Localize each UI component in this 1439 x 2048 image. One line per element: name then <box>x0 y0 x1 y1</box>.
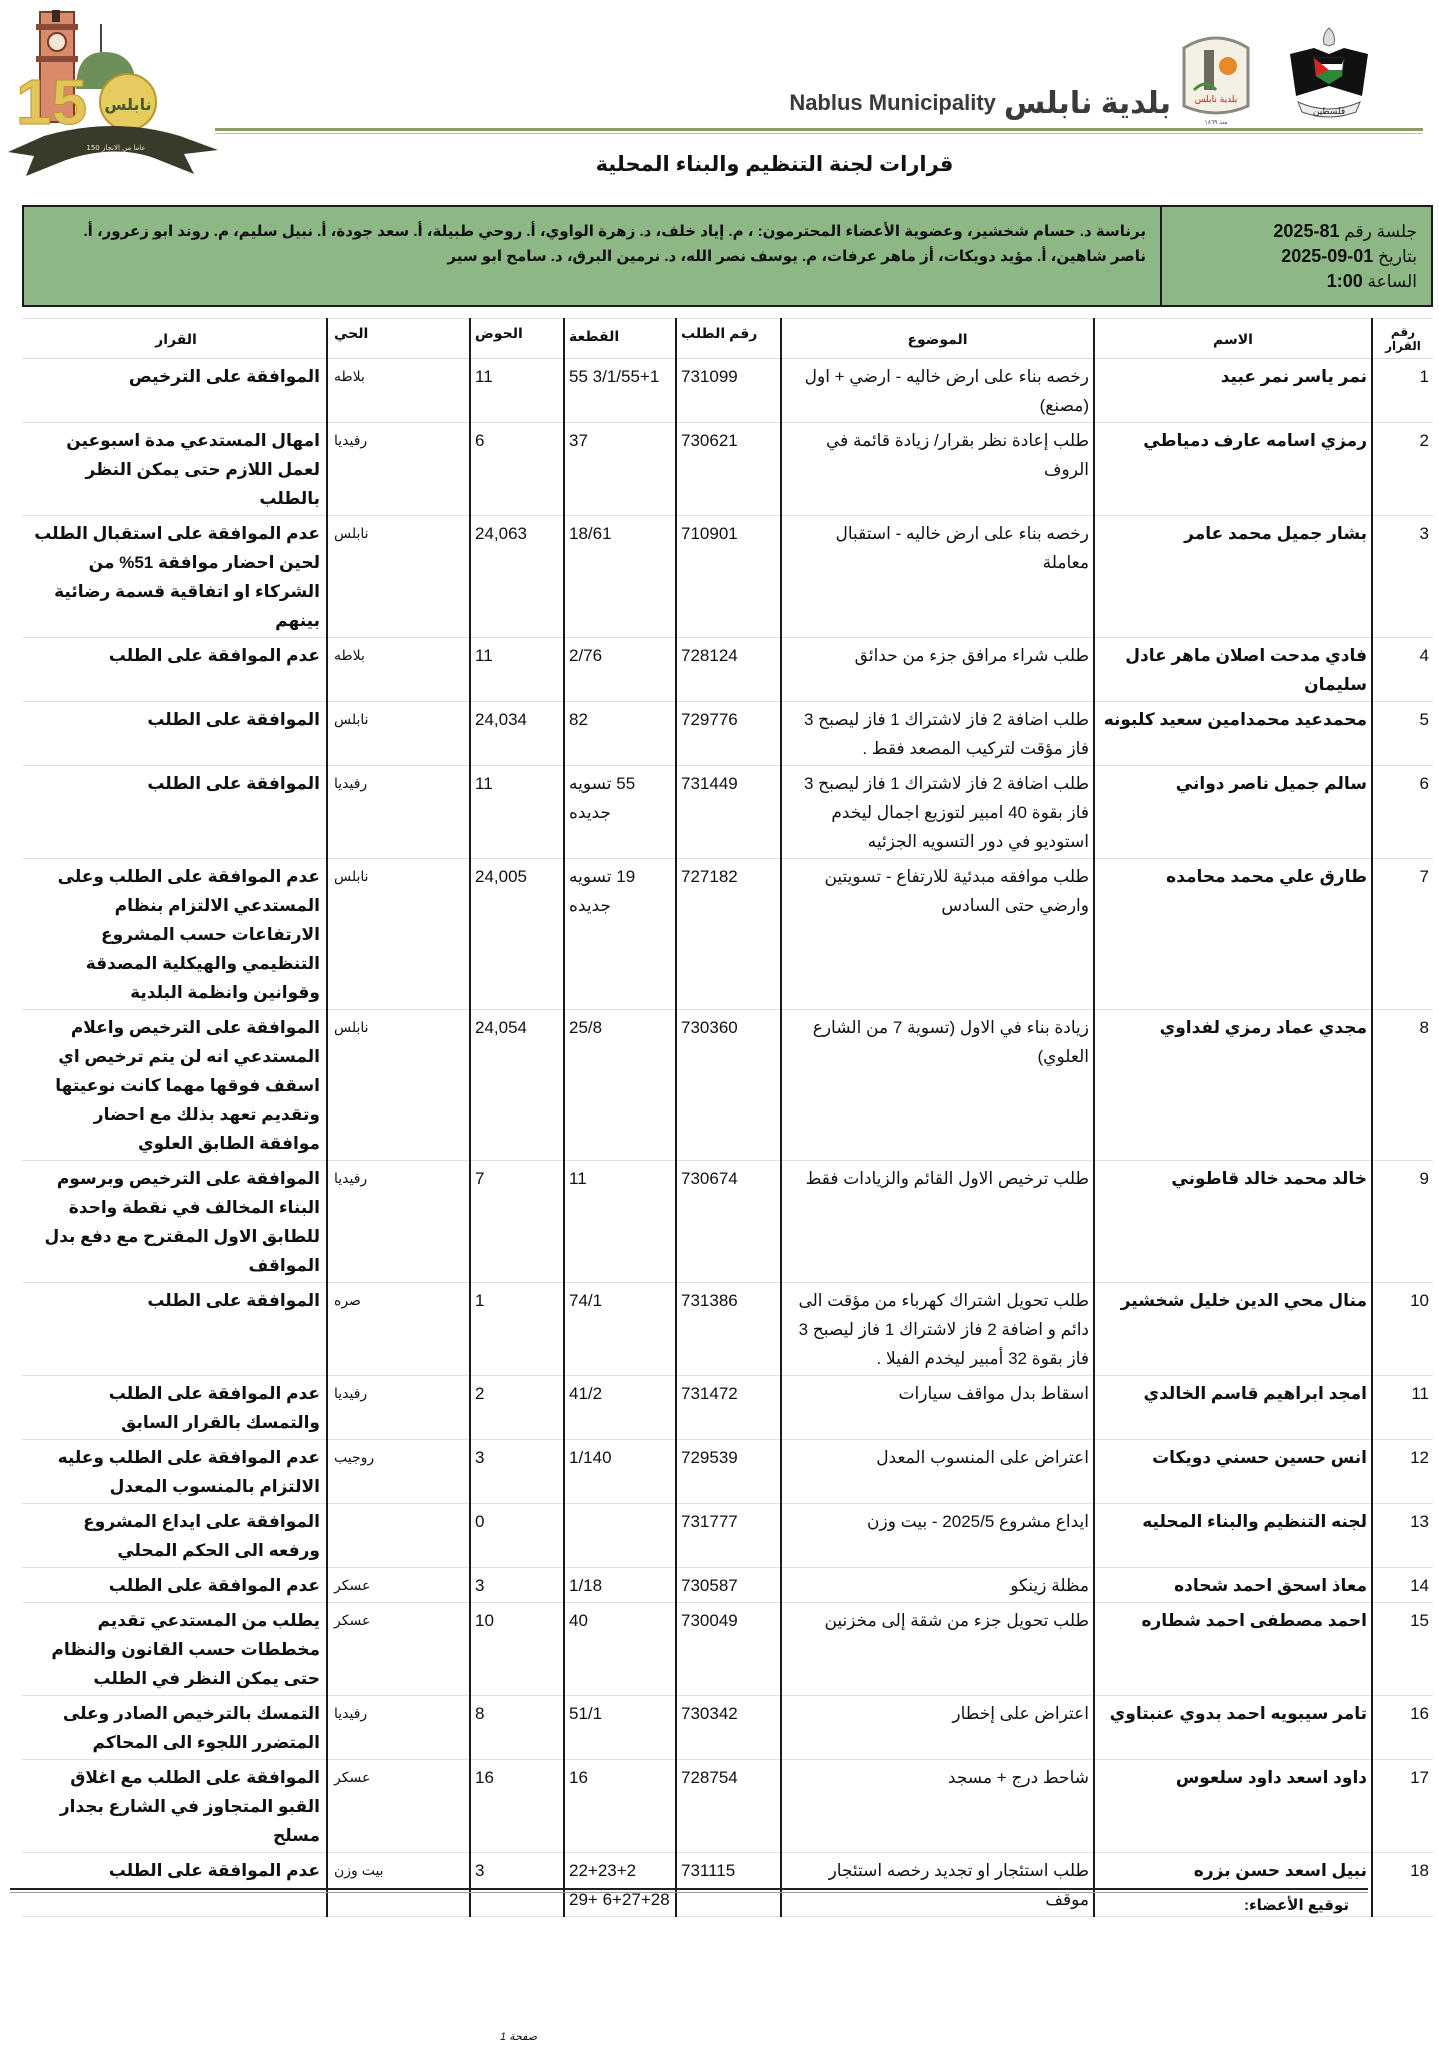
request-number: 731777 <box>676 1504 781 1568</box>
request-number: 729539 <box>676 1440 781 1504</box>
plot-number: 22+23+2 6+27+28 +29 <box>564 1853 676 1917</box>
table-row <box>22 359 1433 423</box>
applicant-name: تامر سيبويه احمد بدوي عنبتاوي <box>1094 1696 1372 1760</box>
request-subject: طلب ترخيص الاول القائم والزيادات فقط <box>781 1161 1094 1283</box>
request-subject: طلب تحويل اشتراك كهرباء من مؤقت الى دائم و اضافة 2 فاز لاشتراك 1 فاز ليصبح 3 فاز بقوة 32 أمبير ليخدم الفيلا . <box>781 1283 1094 1376</box>
municipality-brand <box>789 86 1171 120</box>
decision-number: 17 <box>1372 1760 1433 1853</box>
session-date: 2025-09-01 <box>1281 246 1374 266</box>
basin-number: 16 <box>470 1760 564 1853</box>
plot-number <box>564 1504 676 1568</box>
decision-text: عدم الموافقة على الطلب <box>22 1853 327 1917</box>
district-name <box>327 1504 470 1568</box>
request-number: 728124 <box>676 638 781 702</box>
decision-number: 10 <box>1372 1283 1433 1376</box>
plot-number: 19 تسويه جديده <box>564 859 676 1010</box>
header-divider <box>215 128 1423 131</box>
district-name: بيت وزن <box>327 1853 470 1917</box>
table-header-row <box>22 319 1433 359</box>
basin-number: 1 <box>470 1283 564 1376</box>
basin-number: 10 <box>470 1603 564 1696</box>
plot-number: 41/2 <box>564 1376 676 1440</box>
decision-number: 2 <box>1372 423 1433 516</box>
svg-text:منذ ١٨٦٩: منذ ١٨٦٩ <box>1204 119 1228 126</box>
table-row <box>22 1853 1433 1917</box>
request-number: 731449 <box>676 766 781 859</box>
header-subject: الموضوع <box>781 319 1094 359</box>
table-row <box>22 1440 1433 1504</box>
basin-number: 3 <box>470 1440 564 1504</box>
page-title: قرارات لجنة التنظيم والبناء المحلية <box>595 153 954 176</box>
decision-number: 11 <box>1372 1376 1433 1440</box>
district-name: رفيديا <box>327 1696 470 1760</box>
basin-number: 7 <box>470 1161 564 1283</box>
plot-number: 51/1 <box>564 1696 676 1760</box>
decision-number: 9 <box>1372 1161 1433 1283</box>
applicant-name: نبيل اسعد حسن بزره <box>1094 1853 1372 1917</box>
request-subject: اعتراض على إخطار <box>781 1696 1094 1760</box>
decision-text: عدم الموافقة على الطلب <box>22 1568 327 1603</box>
request-number: 730360 <box>676 1010 781 1161</box>
request-subject: شاحط درج + مسجد <box>781 1760 1094 1853</box>
decision-text: الموافقة على الترخيص واعلام المستدعي انه لن يتم ترخيص اي اسقف فوقها مهما كانت نوعيتها وتقديم تعهد بذلك مع احضار موافقة الطابق العلوي <box>22 1010 327 1161</box>
logo-city-text: نابلس <box>104 95 152 114</box>
decision-number: 8 <box>1372 1010 1433 1161</box>
request-subject: رخصه بناء على ارض خاليه - ارضي + اول (مصنع) <box>781 359 1094 423</box>
session-info-box <box>22 205 1433 307</box>
decision-text: عدم الموافقة على الطلب وعليه الالتزام بالمنسوب المعدل <box>22 1440 327 1504</box>
request-number: 731115 <box>676 1853 781 1917</box>
applicant-name: فادي مدحت اصلان ماهر عادل سليمان <box>1094 638 1372 702</box>
request-subject: طلب اضافة 2 فاز لاشتراك 1 فاز ليصبح 3 فاز مؤقت لتركيب المصعد فقط . <box>781 702 1094 766</box>
applicant-name: منال محي الدين خليل شخشير <box>1094 1283 1372 1376</box>
table-row <box>22 859 1433 1010</box>
decision-text: يطلب من المستدعي تقديم مخططات حسب القانون والنظام حتى يمكن النظر في الطلب <box>22 1603 327 1696</box>
applicant-name: انس حسين حسني دويكات <box>1094 1440 1372 1504</box>
request-subject: اسقاط بدل مواقف سيارات <box>781 1376 1094 1440</box>
request-number: 731472 <box>676 1376 781 1440</box>
table-row <box>22 766 1433 859</box>
decision-number: 18 <box>1372 1853 1433 1917</box>
decision-text: الموافقة على الطلب <box>22 766 327 859</box>
district-name: رفيديا <box>327 1161 470 1283</box>
decision-text: الموافقة على الطلب <box>22 1283 327 1376</box>
palestine-eagle-emblem-icon <box>1284 24 1374 124</box>
district-name: رفيديا <box>327 1376 470 1440</box>
district-name: نابلس <box>327 702 470 766</box>
plot-number: 3/1/55+1 55 <box>564 359 676 423</box>
decision-number: 5 <box>1372 702 1433 766</box>
table-row <box>22 702 1433 766</box>
table-row <box>22 1161 1433 1283</box>
request-subject: طلب شراء مرافق جزء من حدائق <box>781 638 1094 702</box>
members-signature-label: توقيع الأعضاء: <box>1243 1897 1349 1914</box>
district-name: رفيديا <box>327 766 470 859</box>
table-row <box>22 1376 1433 1440</box>
request-number: 727182 <box>676 859 781 1010</box>
basin-number: 3 <box>470 1568 564 1603</box>
decision-text: امهال المستدعي مدة اسبوعين لعمل اللازم حتى يمكن النظر بالطلب <box>22 423 327 516</box>
municipality-seal-icon <box>1176 28 1256 126</box>
decision-text: عدم الموافقة على الطلب <box>22 638 327 702</box>
basin-number: 24,054 <box>470 1010 564 1161</box>
decision-number: 15 <box>1372 1603 1433 1696</box>
members-line-1: برناسة د. حسام شخشير، وعضوية الأعضاء المحترمون: ، م. إياد خلف، د. زهرة الواوي، أ. روحي طبيلة، أ. سعد جودة، أ. نبيل سليم، م. روند ابو زعرور، أ. <box>83 223 1146 240</box>
request-subject: مظلة زينكو <box>781 1568 1094 1603</box>
applicant-name: خالد محمد خالد قاطوني <box>1094 1161 1372 1283</box>
table-row <box>22 1760 1433 1853</box>
decision-text: الموافقة على الترخيص وبرسوم البناء المخالف في نقطة واحدة للطابق الاول المقترح مع دفع بدل المواقف <box>22 1161 327 1283</box>
district-name: نابلس <box>327 1010 470 1161</box>
decision-number: 7 <box>1372 859 1433 1010</box>
decision-number: 4 <box>1372 638 1433 702</box>
decision-number: 14 <box>1372 1568 1433 1603</box>
session-members <box>24 207 1160 305</box>
header-decision-no: رقم القرار <box>1372 319 1433 359</box>
request-subject: زيادة بناء في الاول (تسوية 7 من الشارع العلوي) <box>781 1010 1094 1161</box>
basin-number: 11 <box>470 359 564 423</box>
applicant-name: احمد مصطفى احمد شطاره <box>1094 1603 1372 1696</box>
plot-number: 55 تسويه جديده <box>564 766 676 859</box>
applicant-name: محمدعيد محمدامين سعيد كلبونه <box>1094 702 1372 766</box>
decision-text: الموافقة على الطلب مع اغلاق القبو المتجاوز في الشارع بجدار مسلح <box>22 1760 327 1853</box>
plot-number: 37 <box>564 423 676 516</box>
request-subject: طلب موافقه مبدئية للارتفاع - تسويتين وارضي حتى السادس <box>781 859 1094 1010</box>
request-subject: طلب استئجار او تجديد رخصه استئجار موقف <box>781 1853 1094 1917</box>
district-name: عسكر <box>327 1760 470 1853</box>
decision-text: الموافقة على الطلب <box>22 702 327 766</box>
request-subject: طلب اضافة 2 فاز لاشتراك 1 فاز ليصبح 3 فاز بقوة 40 امبير لتوزيع اجمال ليخدم استوديو في دور التسويه الجزئيه <box>781 766 1094 859</box>
request-number: 730049 <box>676 1603 781 1696</box>
session-date-label: بتاريخ <box>1378 247 1417 266</box>
svg-text:فلسطين: فلسطين <box>1312 107 1346 117</box>
basin-number: 24,063 <box>470 516 564 638</box>
request-subject: اعتراض على المنسوب المعدل <box>781 1440 1094 1504</box>
district-name: عسكر <box>327 1568 470 1603</box>
svg-text:بلدية نابلس: بلدية نابلس <box>1194 95 1238 105</box>
session-number-line <box>1176 219 1417 244</box>
table-row <box>22 423 1433 516</box>
session-number: 2025-81 <box>1273 221 1340 241</box>
basin-number: 11 <box>470 638 564 702</box>
basin-number: 8 <box>470 1696 564 1760</box>
table-row <box>22 1696 1433 1760</box>
request-subject: رخصه بناء على ارض خاليه - استقبال معاملة <box>781 516 1094 638</box>
header-plot: القطعة <box>564 319 676 359</box>
request-number: 730587 <box>676 1568 781 1603</box>
plot-number: 1/18 <box>564 1568 676 1603</box>
basin-number: 6 <box>470 423 564 516</box>
district-name: روجيب <box>327 1440 470 1504</box>
district-name: بلاطه <box>327 638 470 702</box>
decision-text: التمسك بالترخيص الصادر وعلى المتضرر اللجوء الى المحاكم <box>22 1696 327 1760</box>
applicant-name: بشار جميل محمد عامر <box>1094 516 1372 638</box>
decision-text: عدم الموافقة على الطلب والتمسك بالقرار السابق <box>22 1376 327 1440</box>
decision-text: الموافقة على الترخيص <box>22 359 327 423</box>
applicant-name: لجنه التنظيم والبناء المحليه <box>1094 1504 1372 1568</box>
request-number: 710901 <box>676 516 781 638</box>
header-request-no: رقم الطلب <box>676 319 781 359</box>
members-line-2: ناصر شاهين، أ. مؤيد دويكات، أز ماهر عرفات، م. يوسف نصر الله، د. نرمين البرق، د. سامح ابو سير <box>447 248 1146 265</box>
request-subject: طلب تحويل جزء من شقة إلى مخزنين <box>781 1603 1094 1696</box>
basin-number: 2 <box>470 1376 564 1440</box>
district-name: صره <box>327 1283 470 1376</box>
table-row <box>22 1568 1433 1603</box>
applicant-name: داود اسعد داود سلعوس <box>1094 1760 1372 1853</box>
header-district: الحي <box>327 319 470 359</box>
plot-number: 40 <box>564 1603 676 1696</box>
applicant-name: معاذ اسحق احمد شحاده <box>1094 1568 1372 1603</box>
table-row <box>22 1603 1433 1696</box>
page-number: صفحة 1 <box>500 2031 538 2043</box>
basin-number: 24,034 <box>470 702 564 766</box>
table-row <box>22 1283 1433 1376</box>
request-number: 729776 <box>676 702 781 766</box>
table-row <box>22 1504 1433 1568</box>
session-date-line <box>1176 244 1417 269</box>
decision-text: عدم الموافقة على استقبال الطلب لحين احضار موافقة 51% من الشركاء او اتفاقية قسمة رضائية بينهم <box>22 516 327 638</box>
footer-divider-thin <box>10 1892 1368 1893</box>
request-number: 730674 <box>676 1161 781 1283</box>
decision-text: عدم الموافقة على الطلب وعلى المستدعي الالتزام بنظام الارتفاعات حسب المشروع التنظيمي والهيكلية المصدقة وقوانين وانظمة البلدية <box>22 859 327 1010</box>
district-name: نابلس <box>327 859 470 1010</box>
applicant-name: رمزي اسامه عارف دمياطي <box>1094 423 1372 516</box>
plot-number: 74/1 <box>564 1283 676 1376</box>
plot-number: 11 <box>564 1161 676 1283</box>
decision-text: الموافقة على ايداع المشروع ورفعه الى الحكم المحلي <box>22 1504 327 1568</box>
plot-number: 25/8 <box>564 1010 676 1161</box>
plot-number: 16 <box>564 1760 676 1853</box>
org-name-en: Nablus Municipality <box>789 90 996 115</box>
decision-number: 12 <box>1372 1440 1433 1504</box>
decisions-table <box>22 318 1433 1917</box>
request-subject: طلب إعادة نظر بقرار/ زيادة قائمة في الروف <box>781 423 1094 516</box>
decision-number: 1 <box>1372 359 1433 423</box>
svg-text:150 عاما من الانجاز: 150 عاما من الانجاز <box>86 144 146 152</box>
session-time: 1:00 <box>1326 271 1363 291</box>
session-number-label: جلسة رقم <box>1344 222 1417 241</box>
applicant-name: مجدي عماد رمزي لفداوي <box>1094 1010 1372 1161</box>
applicant-name: امجد ابراهيم قاسم الخالدي <box>1094 1376 1372 1440</box>
org-name-ar: بلدية نابلس <box>1003 86 1171 120</box>
applicant-name: طارق علي محمد محامده <box>1094 859 1372 1010</box>
plot-number: 82 <box>564 702 676 766</box>
district-name: رفيديا <box>327 423 470 516</box>
request-number: 730342 <box>676 1696 781 1760</box>
session-time-line <box>1176 269 1417 294</box>
request-subject: ايداع مشروع 2025/5 - بيت وزن <box>781 1504 1094 1568</box>
decision-number: 6 <box>1372 766 1433 859</box>
request-number: 730621 <box>676 423 781 516</box>
plot-number: 2/76 <box>564 638 676 702</box>
basin-number: 3 <box>470 1853 564 1917</box>
basin-number: 11 <box>470 766 564 859</box>
decision-number: 3 <box>1372 516 1433 638</box>
basin-number: 0 <box>470 1504 564 1568</box>
plot-number: 1/140 <box>564 1440 676 1504</box>
session-time-label: الساعة <box>1367 272 1417 291</box>
district-name: نابلس <box>327 516 470 638</box>
basin-number: 24,005 <box>470 859 564 1010</box>
table-row <box>22 516 1433 638</box>
header-basin: الحوض <box>470 319 564 359</box>
svg-text:15: 15 <box>16 66 88 138</box>
district-name: عسكر <box>327 1603 470 1696</box>
header-decision: القرار <box>22 319 327 359</box>
session-details <box>1160 207 1431 305</box>
request-number: 731099 <box>676 359 781 423</box>
decision-number: 16 <box>1372 1696 1433 1760</box>
request-number: 731386 <box>676 1283 781 1376</box>
applicant-name: نمر ياسر نمر عبيد <box>1094 359 1372 423</box>
request-number: 728754 <box>676 1760 781 1853</box>
footer-divider <box>10 1888 1368 1890</box>
table-row <box>22 1010 1433 1161</box>
plot-number: 18/61 <box>564 516 676 638</box>
table-row <box>22 638 1433 702</box>
decision-number: 13 <box>1372 1504 1433 1568</box>
applicant-name: سالم جميل ناصر دواني <box>1094 766 1372 859</box>
header-divider-thin <box>215 133 1423 134</box>
header-name: الاسم <box>1094 319 1372 359</box>
district-name: بلاطه <box>327 359 470 423</box>
